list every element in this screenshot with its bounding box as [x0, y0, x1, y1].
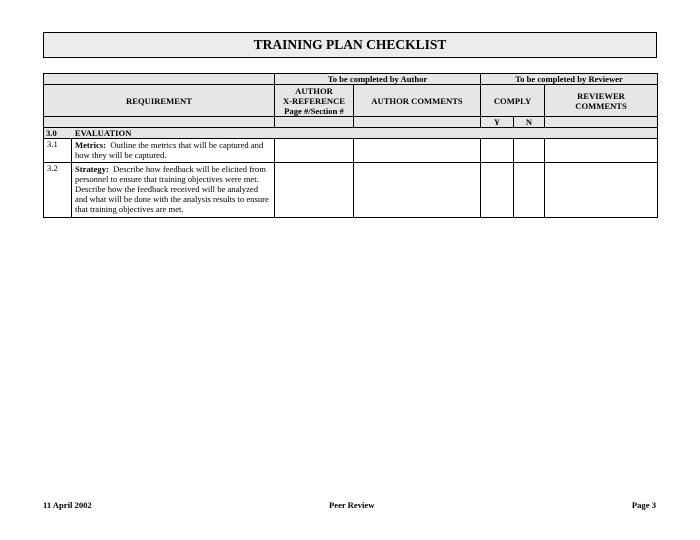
requirement-label: Strategy: [75, 164, 109, 174]
subheader-spacer [354, 117, 481, 128]
requirement-cell [72, 139, 275, 163]
footer-date: 11 April 2002 [43, 500, 92, 510]
document-title: TRAINING PLAN CHECKLIST [43, 32, 657, 58]
comply-yes-cell[interactable] [481, 139, 514, 163]
subheader-spacer [545, 117, 658, 128]
row-number: 3.1 [44, 139, 72, 163]
requirement-header: REQUIREMENT [44, 85, 275, 117]
row-number: 3.2 [44, 163, 72, 218]
requirement-cell [72, 163, 275, 218]
section-number: 3.0 [46, 128, 57, 138]
subheader-spacer [275, 117, 354, 128]
xref-header-line1: AUTHOR [295, 85, 333, 96]
section-row [44, 128, 658, 139]
reviewer-header-line1: REVIEWER [577, 90, 625, 101]
reviewer-comments-cell[interactable] [545, 139, 658, 163]
xref-cell[interactable] [275, 163, 354, 218]
requirement-text: Outline the metrics that will be captured and how they will be captured. [75, 140, 264, 160]
section-heading [44, 128, 658, 139]
subheader-spacer [44, 117, 275, 128]
comply-no-header: N [514, 117, 545, 128]
xref-header-line3: Page #/Section # [284, 105, 344, 116]
author-comments-cell[interactable] [354, 139, 481, 163]
comply-header: COMPLY [481, 85, 545, 117]
comply-yes-cell[interactable] [481, 163, 514, 218]
comply-no-cell[interactable] [514, 139, 545, 163]
requirement-text: Describe how feedback will be elicited from personnel to ensure that training objectives were met. Describe how the feedback received will be analyzed and what will be done with the analysis results to ensure that training objectives are met. [75, 164, 269, 214]
comply-no-cell[interactable] [514, 163, 545, 218]
xref-header [275, 85, 354, 117]
author-comments-header: AUTHOR COMMENTS [354, 85, 481, 117]
table-row [44, 163, 658, 218]
section-title: EVALUATION [74, 128, 132, 138]
table-row [44, 139, 658, 163]
header-row [44, 85, 658, 117]
xref-header-line2: X-REFERENCE [282, 95, 346, 106]
band-author: To be completed by Author [275, 74, 481, 85]
reviewer-comments-cell[interactable] [545, 163, 658, 218]
comply-yes-header: Y [481, 117, 514, 128]
band-reviewer: To be completed by Reviewer [481, 74, 658, 85]
footer-page-number: Page 3 [631, 500, 656, 510]
band-spacer [44, 74, 275, 85]
reviewer-header-line2: COMMENTS [575, 100, 627, 111]
reviewer-comments-header [545, 85, 658, 117]
completion-band-row [44, 74, 658, 85]
xref-cell[interactable] [275, 139, 354, 163]
requirement-label: Metrics: [75, 140, 107, 150]
comply-subheader-row [44, 117, 658, 128]
footer-center: Peer Review [329, 500, 375, 510]
checklist-table [43, 73, 658, 218]
author-comments-cell[interactable] [354, 163, 481, 218]
